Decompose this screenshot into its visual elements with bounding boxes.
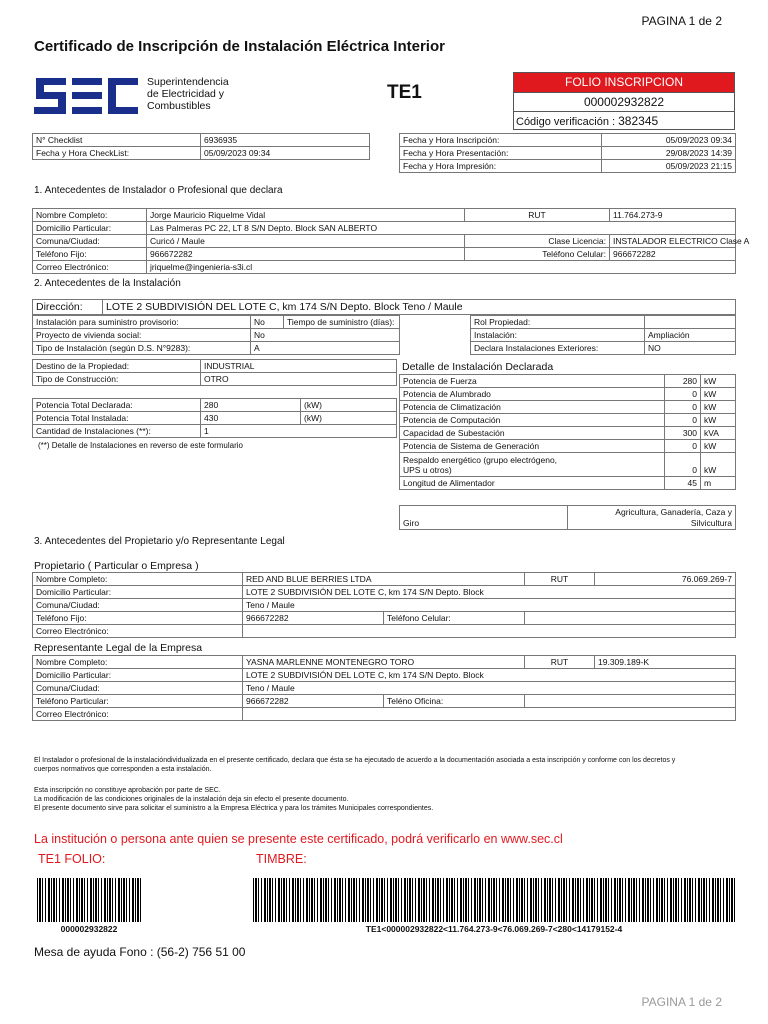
installer-table: Nombre Completo: Jorge Mauricio Riquelme Vidal RUT 11.764.273-9 Domicilio Particular: Las Palmeras PC 22, LT 8 S/N Depto. Block SAN ALBERTO Comuna/Ciudad: Curicó / Maule Clase Licencia: INSTALADOR ELECTRICO Clase A Teléfono Fijo: 966672282 Teléfono Celular: 966672282 Correo Electrónico: jriquelme@ingenieria-s3i.cl bbox=[32, 208, 736, 274]
detail-title: Detalle de Instalación Declarada bbox=[402, 361, 554, 373]
sec-org-name: Superintendencia de Electricidad y Combustibles bbox=[147, 76, 229, 112]
section2-title: 2. Antecedentes de la Instalación bbox=[34, 278, 181, 289]
timbre-barcode bbox=[253, 878, 735, 922]
checklist-table: N° Checklist 6936935 Fecha y Hora CheckList: 05/09/2023 09:34 bbox=[32, 133, 370, 160]
section3-title: 3. Antecedentes del Propietario y/o Representante Legal bbox=[34, 536, 285, 547]
folio-box bbox=[513, 72, 735, 130]
te1-folio-label: TE1 FOLIO: bbox=[38, 852, 106, 866]
detail-table: Potencia de Fuerza 280 kW Potencia de Alumbrado 0 kW Potencia de Climatización 0 kW Potencia de Computación 0 kW Capacidad de Subestación 300 kVA Potencia de Sistema de Generación 0 kW Respaldo energético (grupo electrógeno, UPS u otros) 0 kW Longitud de Alimentador 45 m bbox=[399, 374, 736, 490]
page-number-top: PAGINA 1 de 2 bbox=[641, 14, 722, 28]
document-title: Certificado de Inscripción de Instalación Eléctrica Interior bbox=[34, 38, 445, 55]
folio-barcode bbox=[37, 878, 141, 922]
timbre-label: TIMBRE: bbox=[256, 852, 307, 866]
property-table: Destino de la Propiedad: INDUSTRIAL Tipo de Construcción: OTRO bbox=[32, 359, 397, 386]
representative-table: Nombre Completo: YASNA MARLENNE MONTENEGRO TORO RUT 19.309.189-K Domicilio Particular: LOTE 2 SUBDIVISIÓN DEL LOTE C, km 174 S/N Depto. Block Comuna/Ciudad: Teno / Maule Teléfono Particular: 966672282 Teléno Oficina: Correo Electrónico: bbox=[32, 655, 736, 721]
folio-header: FOLIO INSCRIPCION bbox=[514, 73, 734, 92]
help-desk-phone: Mesa de ayuda Fono : (56-2) 756 51 00 bbox=[34, 945, 246, 959]
form-code: TE1 bbox=[387, 82, 422, 103]
giro-table: Giro Agricultura, Ganadería, Caza y Silvicultura bbox=[399, 505, 736, 530]
installation-left-table: Instalación para suministro provisorio: No Tiempo de suministro (días): Proyecto de vivienda social: No Tipo de Instalación (según D.S. N°9283): A bbox=[32, 315, 400, 355]
address-table: Dirección: LOTE 2 SUBDIVISIÓN DEL LOTE C, km 174 S/N Depto. Block Teno / Maule bbox=[32, 299, 736, 315]
folio-barcode-text: 000002932822 bbox=[60, 924, 118, 934]
legal-notes: Esta inscripción no constituye aprobación por parte de SEC. La modificación de las condiciones originales de la instalación deja sin efecto el presente documento. El presente documento sirve para solicitar el suministro a la Empresa Eléctrica y para los trámites Municipales correspondientes. bbox=[34, 787, 434, 812]
sec-logo bbox=[32, 76, 140, 116]
owner-title: Propietario ( Particular o Empresa ) bbox=[34, 560, 199, 572]
installation-right-table: Rol Propiedad: Instalación: Ampliación Declara Instalaciones Exteriores: NO bbox=[470, 315, 736, 355]
timbre-barcode-text: TE1<000002932822<11.764.273-9<76.069.269-7<280<14179152-4 bbox=[365, 924, 623, 934]
dates-table: Fecha y Hora Inscripción: 05/09/2023 09:34 Fecha y Hora Presentación: 29/08/2023 14:39 Fecha y Hora Impresión: 05/09/2023 21:15 bbox=[399, 133, 736, 173]
page-number-bottom: PAGINA 1 de 2 bbox=[641, 995, 722, 1009]
verification-code: Código verificación : 382345 bbox=[514, 111, 734, 129]
legal-declaration: El Instalador o profesional de la instalacióndividualizada en el presente certificado, declara que ésta se ha ejecutado de acuerdo a la documentación asociada a esta inscripción y conforme con los decretos y cuerpos normativos que corresponden a esta instalación. bbox=[34, 757, 676, 773]
section1-title: 1. Antecedentes de Instalador o Profesional que declara bbox=[34, 185, 283, 196]
power-table: Potencia Total Declarada: 280 (kW) Potencia Total Instalada: 430 (kW) Cantidad de Instalaciones (**): 1 bbox=[32, 398, 397, 438]
folio-number: 000002932822 bbox=[514, 92, 734, 111]
owner-table: Nombre Completo: RED AND BLUE BERRIES LTDA RUT 76.069.269-7 Domicilio Particular: LOTE 2 SUBDIVISIÓN DEL LOTE C, km 174 S/N Depto. Block Comuna/Ciudad: Teno / Maule Teléfono Fijo: 966672282 Teléfono Celular: Correo Electrónico: bbox=[32, 572, 736, 638]
representative-title: Representante Legal de la Empresa bbox=[34, 642, 203, 654]
installations-note: (**) Detalle de Instalaciones en reverso de este formulario bbox=[38, 441, 243, 450]
verification-note: La institución o persona ante quien se presente este certificado, podrá verificarlo en www.sec.cl bbox=[34, 832, 563, 846]
